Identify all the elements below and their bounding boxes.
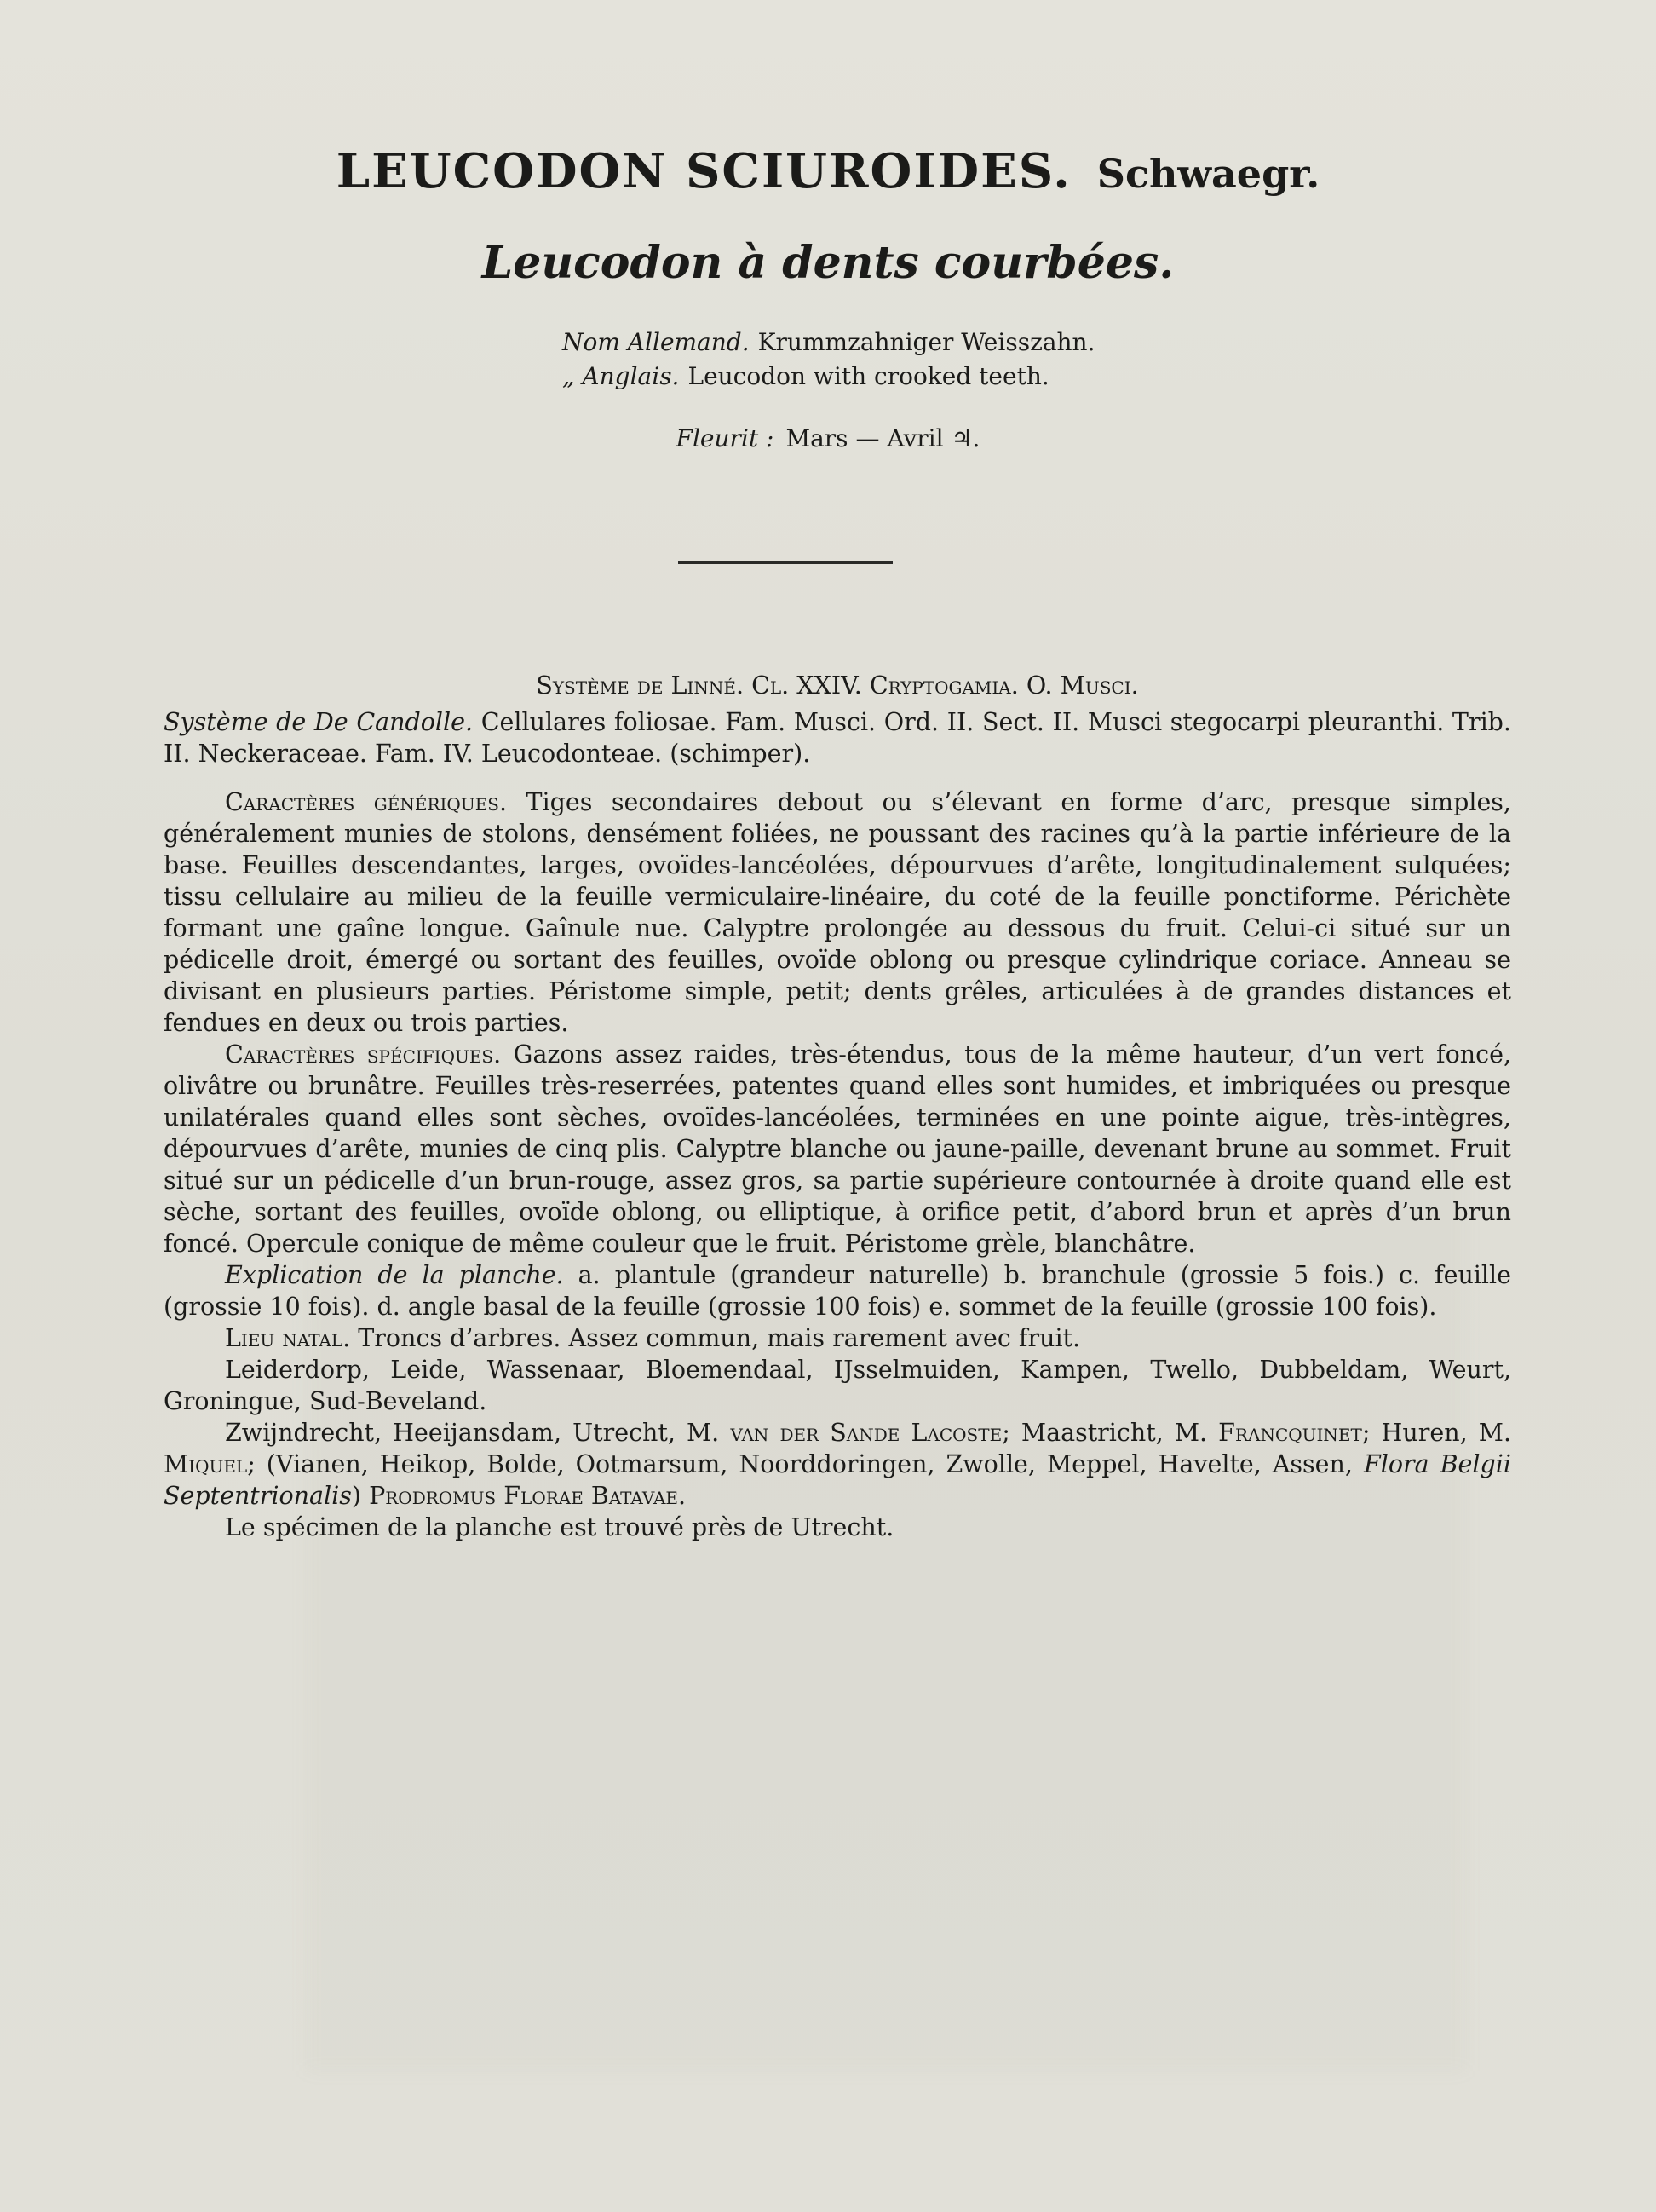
localities-list-2: Zwijndrecht, Heeijansdam, Utrecht, M. van der Sande Lacoste; Maastricht, M. Francquinet; Huren, M. Miquel; (Vianen, Heikop, Bolde, Ootmarsum, Noorddoringen, Zwolle, Meppel, Havelte, Assen, Flora Belgii Septentrionalis) Prodromus Florae Batavae. xyxy=(164,1419,1512,1510)
body-text xyxy=(164,670,1511,1543)
flowering-period xyxy=(0,424,1656,452)
localities-list-1: Leiderdorp, Leide, Wassenaar, Bloemendaal, IJsselmuiden, Kampen, Twello, Dubbeldam, Weurt, Groningue, Sud-Beveland. xyxy=(164,1356,1511,1415)
vernacular-names xyxy=(562,325,1095,394)
flowering-value: Mars — Avril ♃. xyxy=(785,424,980,452)
system-decandolle: Système de De Candolle. Cellulares foliosae. Fam. Musci. Ord. II. Sect. II. Musci stegocarpi pleuranthi. Trib. II. Neckeraceae. Fam. IV. Leucodonteae. (schimper). xyxy=(164,708,1511,768)
name-label: „ Anglais. xyxy=(562,362,680,390)
divider-rule xyxy=(678,561,893,564)
page-subtitle: Leucodon à dents courbées. xyxy=(481,237,1175,289)
flowering-label: Fleurit : xyxy=(676,424,774,452)
system-linne: Système de Linné. Cl. XXIV. Cryptogamia. O. Musci. xyxy=(536,671,1139,700)
species-name: LEUCODON SCIUROIDES. xyxy=(336,143,1072,199)
specific-characters: Caractères spécifiques. Gazons assez raides, très-étendus, tous de la même hauteur, d’un vert foncé, olivâtre ou brunâtre. Feuilles très-reserrées, patentes quand elles sont humides, et imbriquées ou presque unilatérales quand elles sont sèches, ovoïdes-lancéolées, terminées en une pointe aigue, très-intègres, dépourvues d’arête, munies de cinq plis. Calyptre blanche ou jaune-paille, devenant brune au sommet. Fruit situé sur un pédicelle d’un brun-rouge, assez gros, sa partie supérieure contournée à droite quand elle est sèche, sortant des feuilles, ovoïde oblong, ou elliptique, à orifice petit, d’abord brun et après d’un brun foncé. Opercule conique de même couleur que le fruit. Péristome grèle, blanchâtre. xyxy=(164,1040,1512,1258)
page-title xyxy=(0,143,1656,199)
name-row-english xyxy=(562,360,1095,394)
plate-explanation: Explication de la planche. a. plantule (grandeur naturelle) b. branchule (grossie 5 fois.) c. feuille (grossie 10 fois). d. angle basal de la feuille (grossie 100 fois) e. sommet de la feuille (grossie 100 fois). xyxy=(164,1261,1512,1321)
name-value: Leucodon with crooked teeth. xyxy=(687,362,1049,390)
specimen-note: Le spécimen de la planche est trouvé près de Utrecht. xyxy=(225,1513,894,1541)
name-label: Nom Allemand. xyxy=(562,328,750,356)
generic-characters: Caractères génériques. Tiges secondaires debout ou s’élevant en forme d’arc, presque simples, généralement munies de stolons, densément foliées, ne poussant des racines qu’à la partie inférieure de la base. Feuilles descendantes, larges, ovoïdes-lancéolées, dépourvues d’arête, longitudinalement sulquées; tissu cellulaire au milieu de la feuille vermiculaire-linéaire, du coté de la feuille ponctiforme. Périchète formant une gaîne longue. Gaînule nue. Calyptre prolongée au dessous du fruit. Celui-ci situé sur un pédicelle droit, émergé ou sortant des feuilles, ovoïde oblong ou presque cylindrique coriace. Anneau se divisant en plusieurs parties. Péristome simple, petit; dents grêles, articulées à de grandes distances et fendues en deux ou trois parties. xyxy=(164,788,1511,1037)
name-value: Krummzahniger Weisszahn. xyxy=(757,328,1095,356)
species-author: Schwaegr. xyxy=(1096,151,1320,197)
name-row-german xyxy=(562,325,1095,360)
native-habitat: Lieu natal. Troncs d’arbres. Assez commun, mais rarement avec fruit. xyxy=(225,1324,1081,1352)
